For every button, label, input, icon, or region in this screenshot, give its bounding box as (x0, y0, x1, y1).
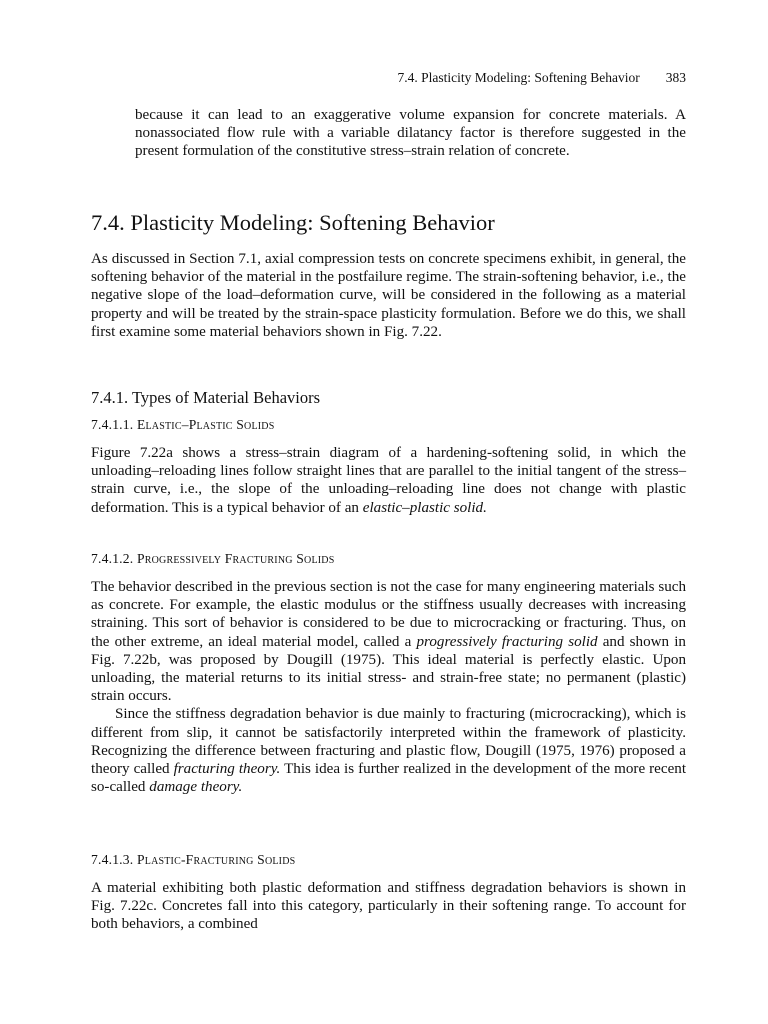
intro-block (91, 106, 686, 161)
sub2-p1-text-b: and shown in Fig. 7.22b, was proposed by Dougill (1975). This ideal material is perfectly elastic. Upon unloading, the material returns to its initial stress- and strain-free state; no permanent (plastic) strain occurs. (91, 633, 686, 705)
sub3-heading (91, 851, 686, 869)
subsection-title: 7.4.1. Types of Material Behaviors (91, 388, 321, 407)
section-body (91, 250, 686, 341)
section-title: 7.4. Plasticity Modeling: Softening Behavior (91, 210, 495, 235)
sub2-heading-block (91, 550, 686, 568)
subsection-heading-block (91, 388, 686, 408)
section-heading-block (91, 210, 686, 236)
sub2-p2-emphasis-2: damage theory. (149, 779, 243, 796)
sub2-paragraph-1 (91, 578, 686, 705)
sub2-title: Progressively Fracturing Solids (137, 551, 335, 566)
sub1-emphasis: elastic–plastic solid. (362, 499, 487, 516)
sub3-heading-block (91, 851, 686, 869)
sub2-p2-emphasis-1: fracturing theory. (173, 761, 281, 778)
intro-paragraph: because it can lead to an exaggerative volume expansion for concrete materials. A nonassociated flow rule with a variable dilatancy factor is therefore suggested in the present formulation of the constitutive stress–strain relation of concrete. (135, 107, 686, 160)
page-number: 383 (665, 70, 686, 85)
sub2-heading (91, 550, 686, 568)
section-paragraph: As discussed in Section 7.1, axial compression tests on concrete specimens exhibit, in general, the softening behavior of the material in the postfailure regime. The strain-softening behavior, i.e., the negative slope of the load–deformation curve, will be considered in the following as a material property and will be treated by the strain-space plasticity formulation. Before we do this, we shall first examine some material behaviors shown in Fig. 7.22. (91, 251, 686, 340)
sub3-paragraph: A material exhibiting both plastic deformation and stiffness degradation behaviors is shown in Fig. 7.22c. Concretes fall into this category, particularly in their softening range. To account for both behaviors, a combined (91, 880, 686, 933)
sub2-paragraph-2 (91, 705, 686, 796)
sub1-heading (91, 416, 686, 434)
sub1-body (91, 444, 686, 517)
sub1-paragraph (91, 444, 686, 517)
sub1-heading-block (91, 416, 686, 434)
sub2-p2-text-b: This idea is further realized in the development of the more recent so-called (91, 761, 687, 796)
sub1-text: Figure 7.22a shows a stress–strain diagram of a hardening-softening solid, in which the unloading–reloading lines follow straight lines that are parallel to the initial tangent of the stress–strain curve, i.e., the slope of the unloading–reloading line does not change with plastic deformation. This is a typical behavior of an (91, 445, 686, 516)
running-title: 7.4. Plasticity Modeling: Softening Behavior (397, 70, 640, 85)
sub2-p1-emphasis: progressively fracturing solid (416, 633, 598, 650)
running-head (300, 70, 686, 86)
sub1-number: 7.4.1.1. (91, 417, 134, 432)
sub2-body (91, 578, 686, 796)
sub1-title: Elastic–Plastic Solids (137, 417, 275, 432)
sub2-p2-text-a: Since the stiffness degradation behavior is due mainly to fracturing (microcracking), which is different from slip, it cannot be satisfactorily interpreted within the framework of plasticity. Recognizing the difference between fracturing and plastic flow, Dougill (1975, 1976) proposed a theory called (91, 706, 686, 778)
sub3-title: Plastic-Fracturing Solids (137, 852, 296, 867)
sub2-p1-text-a: The behavior described in the previous section is not the case for many engineering materials such as concrete. For example, the elastic modulus or the stiffness usually decreases with increasing straining. This sort of behavior is considered to be due to microcracking or fracturing. Thus, on the other extreme, an ideal material model, called a (91, 579, 686, 650)
sub3-number: 7.4.1.3. (91, 852, 134, 867)
sub2-number: 7.4.1.2. (91, 551, 134, 566)
sub3-body (91, 879, 686, 934)
